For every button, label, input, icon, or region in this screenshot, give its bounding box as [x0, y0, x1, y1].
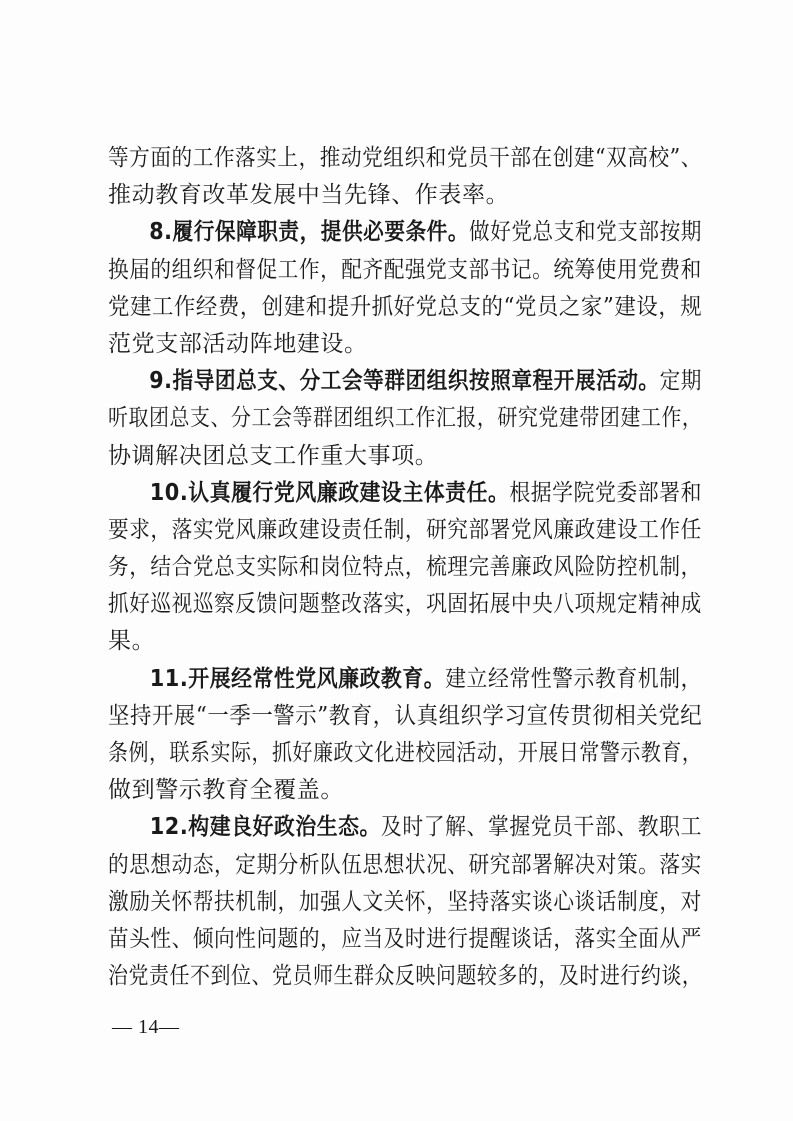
- section-heading-line: 12.构建良好政治生态。及时了解、掌握党员干部、教职工: [149, 814, 702, 841]
- text-line: 听取团总支、分工会等群团组织工作汇报，研究党建带团建工作，: [108, 405, 703, 432]
- text-line: 治党责任不到位、党员师生群众反映问题较多的，及时进行约谈，: [108, 963, 703, 990]
- section-heading: 8.履行保障职责，提供必要条件。: [149, 219, 470, 246]
- text-line: 务，结合党总支实际和岗位特点，梳理完善廉政风险防控机制，: [108, 554, 702, 581]
- text-line: 换届的组织和督促工作，配齐配强党支部书记。统筹使用党费和: [108, 256, 702, 283]
- text-line: 范党支部活动阵地建设。: [108, 330, 368, 357]
- text-line: 抓好巡视巡察反馈问题整改落实，巩固拓展中央八项规定精神成: [108, 591, 702, 618]
- text-line: 的思想动态，定期分析队伍思想状况、研究部署解决对策。落实: [108, 851, 702, 878]
- section-heading-line: 8.履行保障职责，提供必要条件。做好党总支和党支部按期: [149, 219, 702, 246]
- text-line: 等方面的工作落实上，推动党组织和党员干部在创建“双高校”、: [108, 145, 702, 171]
- text-line: 党建工作经费，创建和提升抓好党总支的“党员之家”建设，规: [108, 293, 703, 320]
- section-heading: 9.指导团总支、分工会等群团组织按照章程开展活动。: [149, 368, 660, 395]
- section-heading: 10.认真履行党风廉政建设主体责任。: [149, 479, 510, 506]
- body-text: [108, 140, 702, 995]
- section-heading-line: 9.指导团总支、分工会等群团组织按照章程开展活动。定期: [149, 368, 702, 395]
- section-heading-line: 10.认真履行党风廉政建设主体责任。根据学院党委部署和: [149, 479, 702, 506]
- text-line: 要求，落实党风廉政建设责任制，研究部署党风廉政建设工作任: [108, 516, 702, 543]
- section-heading: 12.构建良好政治生态。: [149, 814, 381, 841]
- text-line: 做到警示教育全覆盖。: [108, 777, 344, 804]
- text-line: 激励关怀帮扶机制，加强人文关怀，坚持落实谈心谈话制度，对: [108, 888, 702, 915]
- text-line: 果。: [108, 628, 156, 655]
- section-heading: 11.开展经常性党风廉政教育。: [149, 665, 446, 692]
- text-line: 坚持开展“一季一警示”教育，认真组织学习宣传贯彻相关党纪: [108, 702, 703, 729]
- text-line: 推动教育改革发展中当先锋、作表率。: [108, 182, 510, 209]
- text-line: 条例，联系实际，抓好廉政文化进校园活动，开展日常警示教育，: [108, 740, 703, 766]
- section-heading-line: 11.开展经常性党风廉政教育。建立经常性警示教育机制，: [149, 665, 702, 692]
- text-line: 苗头性、倾向性问题的，应当及时进行提醒谈话，落实全面从严: [108, 925, 702, 952]
- text-line: 协调解决团总支工作重大事项。: [108, 442, 439, 469]
- page-number: — 14—: [112, 1016, 180, 1038]
